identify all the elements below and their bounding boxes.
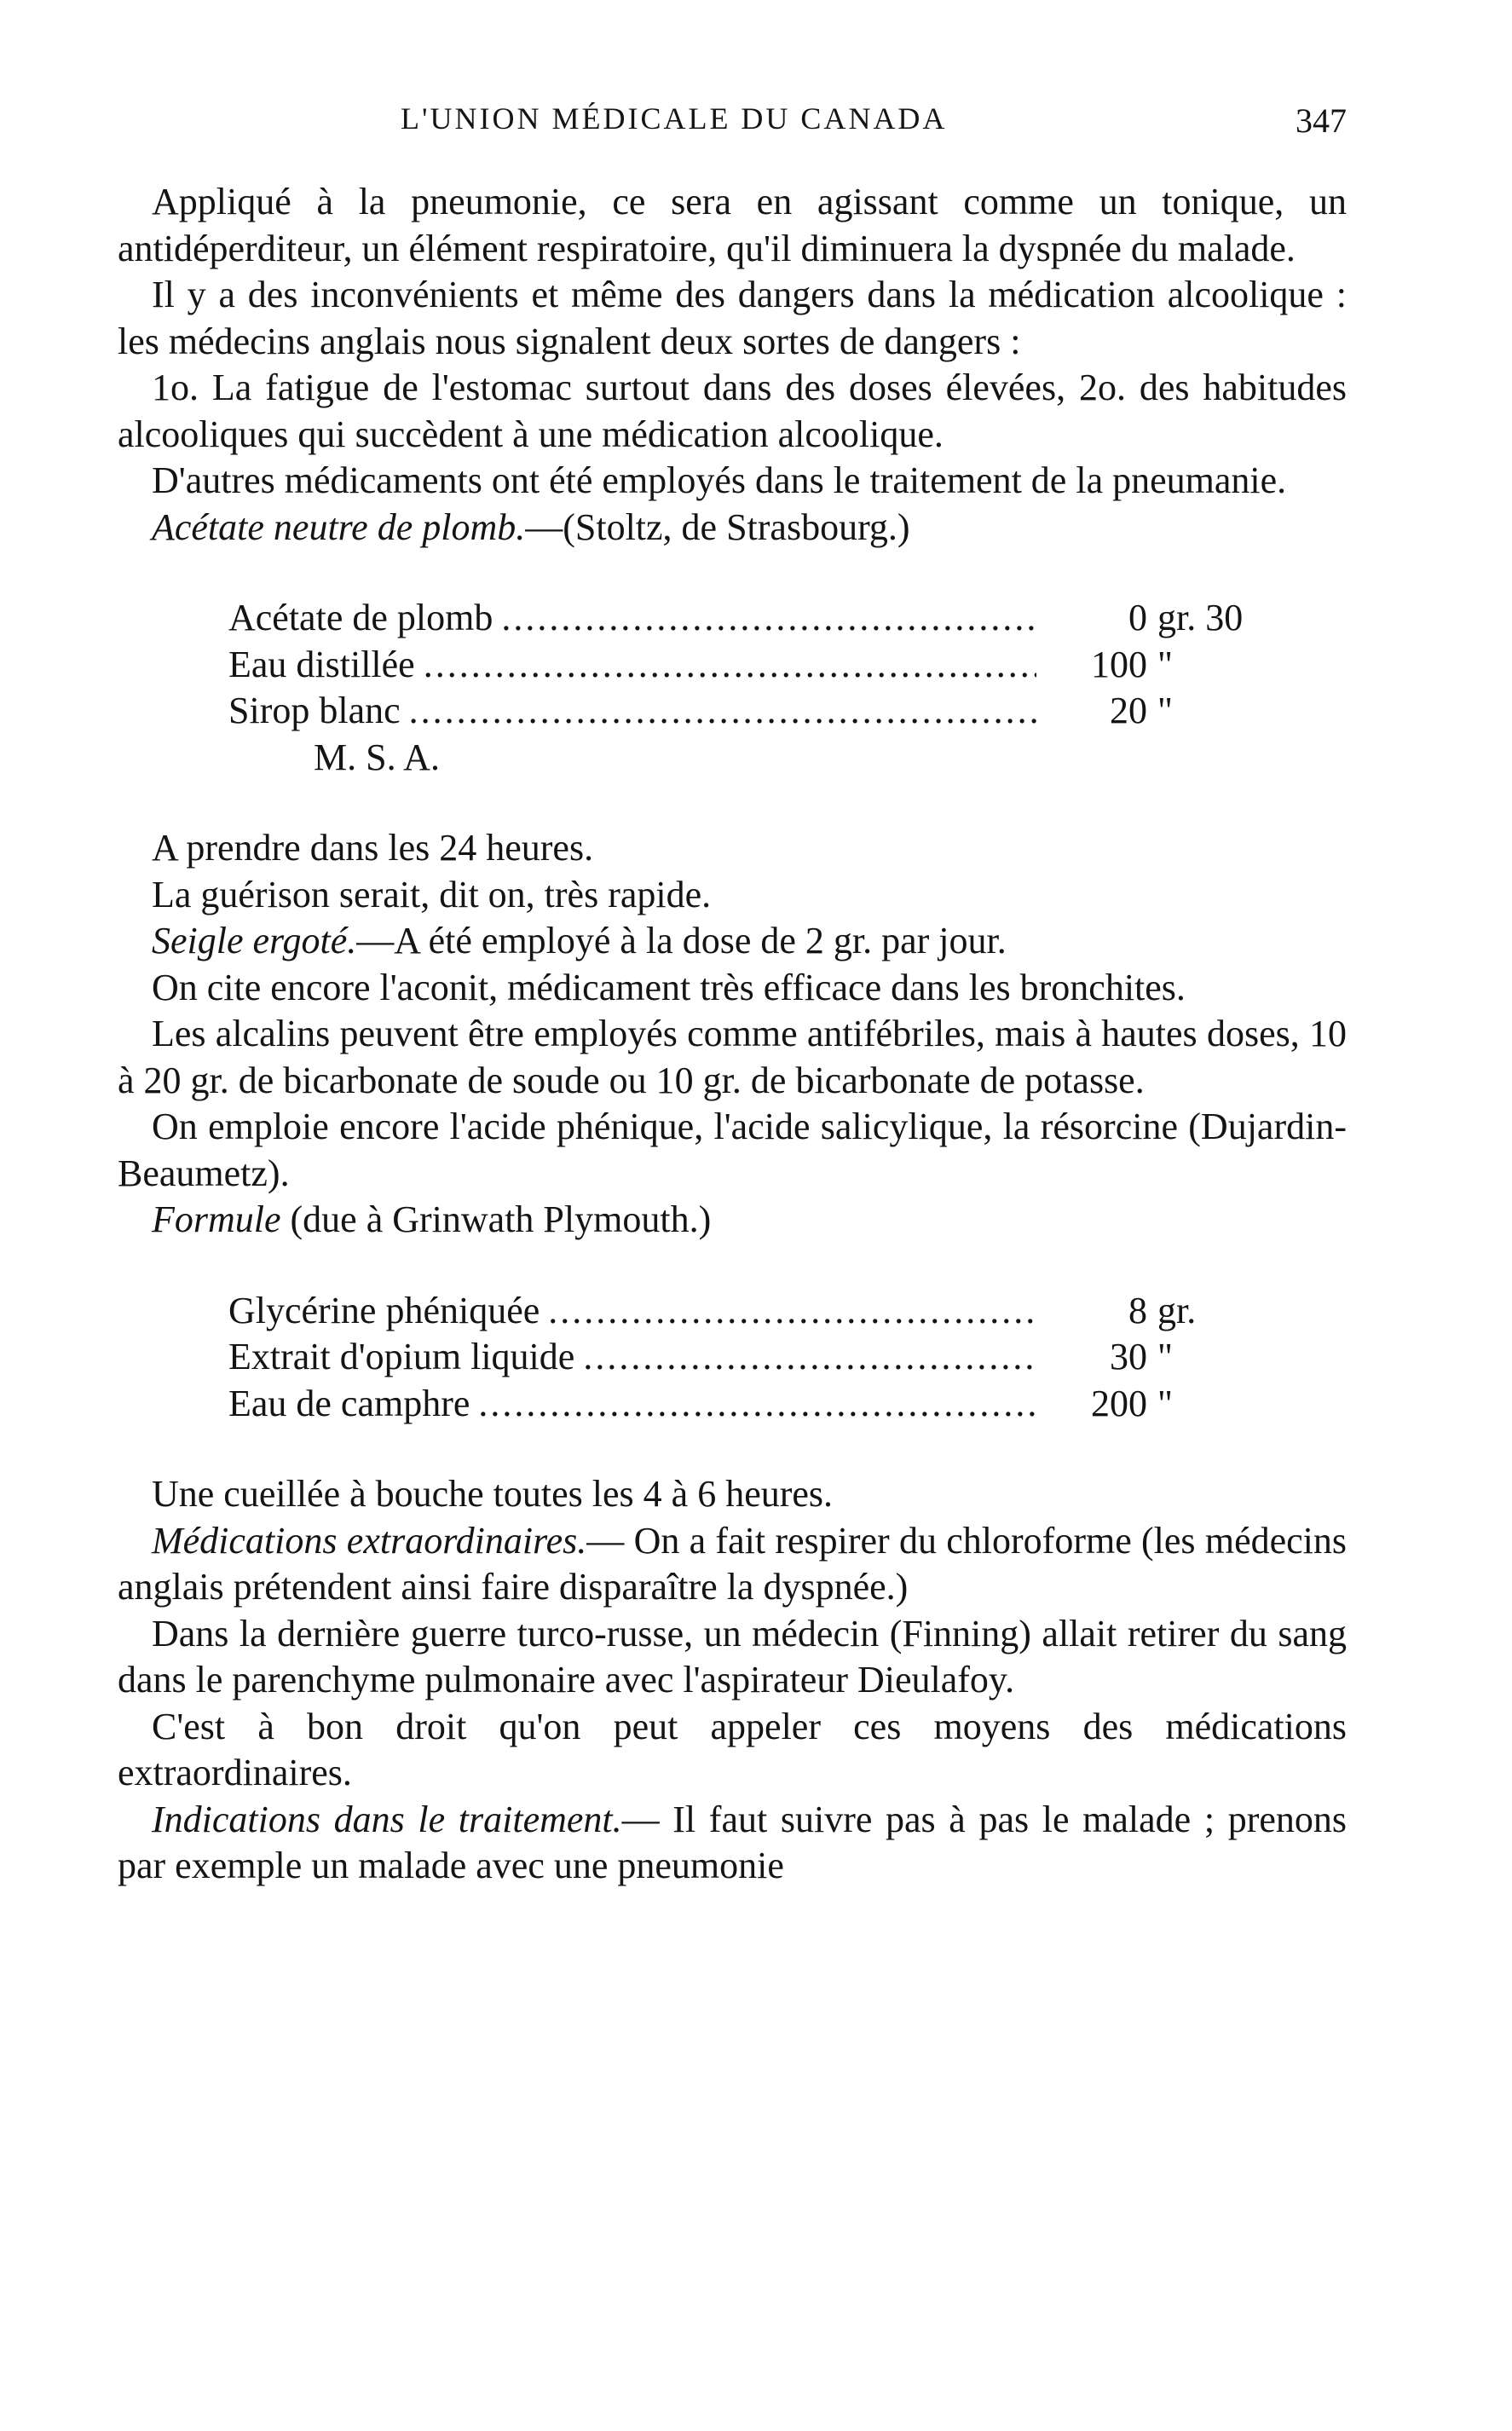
paragraph-label: Médications extraordinaires. [152,1519,587,1562]
paragraph-text: 1o. La fatigue de l'estomac surtout dans des doses élevées, 2o. des habitudes alcooliques qui succèdent à une médication alcoolique. [118,367,1347,455]
dot-leader [548,1288,1036,1335]
paragraph-text: C'est à bon droit qu'on peut appeler ces moyens des médications extraordinaires. [118,1705,1347,1793]
paragraph-label: Indications dans le traitement. [152,1798,622,1840]
paragraph-text: Appliqué à la pneumonie, ce sera en agissant comme un tonique, un antidéperditeur, un élément respiratoire, qu'il diminuera la dyspnée du malade. [118,181,1347,269]
ingredient-quantity: 30 [1110,1336,1147,1377]
paragraph-text: A prendre dans les 24 heures. [152,827,594,869]
paragraph [118,1797,1347,1890]
paragraph [118,965,1347,1012]
ingredient-name: Extrait d'opium liquide [228,1336,575,1377]
paragraph-text: —(Stoltz, de Strasbourg.) [525,505,910,548]
ingredient-unit: " [1157,690,1173,731]
paragraph-label: Formule [152,1198,281,1240]
paragraph-text: — On a fait respirer du chloroforme (les médecins anglais prétendent ainsi faire disparaître la dyspnée.) [118,1519,1347,1608]
ingredient-quantity: 100 [1091,643,1147,685]
ingredient-name: Eau de camphre [228,1382,470,1424]
recipe-table [228,595,1244,781]
ingredient-quantity: 200 [1091,1382,1147,1424]
ingredient-quantity: 8 [1128,1289,1147,1331]
page-header [401,101,1347,152]
paragraph-text: (due à Grinwath Plymouth.) [290,1198,712,1240]
paragraph [118,825,1347,872]
paragraph [118,1197,1347,1244]
recipe-row [228,1334,1209,1381]
ingredient-unit: gr. 30 [1157,597,1244,638]
recipe-row [228,1381,1209,1428]
paragraph [118,179,1347,272]
paragraph-text: On cite encore l'aconit, médicament très efficace dans les bronchites. [152,966,1186,1008]
running-head: L'UNION MÉDICALE DU CANADA [401,101,948,136]
paragraph [118,1704,1347,1797]
paragraph [118,1518,1347,1611]
paragraph [118,1611,1347,1704]
dot-leader [478,1381,1036,1428]
paragraph [118,1011,1347,1104]
body-text [118,179,1347,1890]
recipe-row [228,595,1244,642]
dot-leader [424,642,1036,689]
recipe-row [228,1288,1209,1335]
ingredient-name: Eau distillée [228,643,415,685]
paragraph-text: — Il faut suivre pas à pas le malade ; prenons par exemple un malade avec une pneumonie [118,1798,1348,1886]
paragraph-text: Dans la dernière guerre turco-russe, un médecin (Finning) allait retirer du sang dans le parenchyme pulmonaire avec l'aspirateur Dieulafoy. [118,1612,1347,1701]
dot-leader [409,688,1036,735]
paragraph-text: On emploie encore l'acide phénique, l'acide salicylique, la résorcine (Dujardin-Beaumetz). [118,1106,1347,1194]
ingredient-quantity: 0 [1128,597,1147,638]
ingredient-name: Acétate de plomb [228,597,493,638]
paragraph-text: La guérison serait, dit on, très rapide. [152,873,712,915]
ingredient-name: Sirop blanc [228,690,401,731]
ingredient-unit: " [1157,1382,1173,1424]
paragraph-text: Les alcalins peuvent être employés comme antifébriles, mais à hautes doses, 10 à 20 gr. de bicarbonate de soude ou 10 gr. de bicarbonate de potasse. [118,1013,1347,1101]
paragraph [118,458,1347,505]
dot-leader [583,1334,1036,1381]
recipe-row [228,642,1209,689]
paragraph [118,365,1347,458]
paragraph-text: Il y a des inconvénients et même des dangers dans la médication alcoolique : les médecins anglais nous signalent deux sortes de dangers : [118,274,1347,362]
paragraph [118,505,1347,551]
recipe-table [228,1288,1209,1428]
paragraph [118,872,1347,919]
ingredient-name: Glycérine phéniquée [228,1289,540,1331]
paragraph-text: D'autres médicaments ont été employés dans le traitement de la pneumanie. [152,459,1287,501]
page-number: 347 [1296,101,1347,140]
paragraph [118,1471,1347,1518]
recipe-instruction: M. S. A. [314,736,440,778]
ingredient-unit: gr. [1157,1289,1197,1331]
paragraph [118,918,1347,965]
paragraph [118,272,1347,365]
dot-leader [501,595,1036,642]
recipe-row [228,688,1209,735]
paragraph-label: Acétate neutre de plomb. [152,505,526,548]
ingredient-unit: " [1157,1336,1173,1377]
ingredient-quantity: 20 [1110,690,1147,731]
paragraph-text: Une cueillée à bouche toutes les 4 à 6 heures. [152,1473,834,1515]
paragraph-text: —A été employé à la dose de 2 gr. par jour. [356,920,1007,961]
ingredient-unit: " [1157,643,1173,685]
paragraph [118,1104,1347,1197]
paragraph-label: Seigle ergoté. [152,920,357,961]
